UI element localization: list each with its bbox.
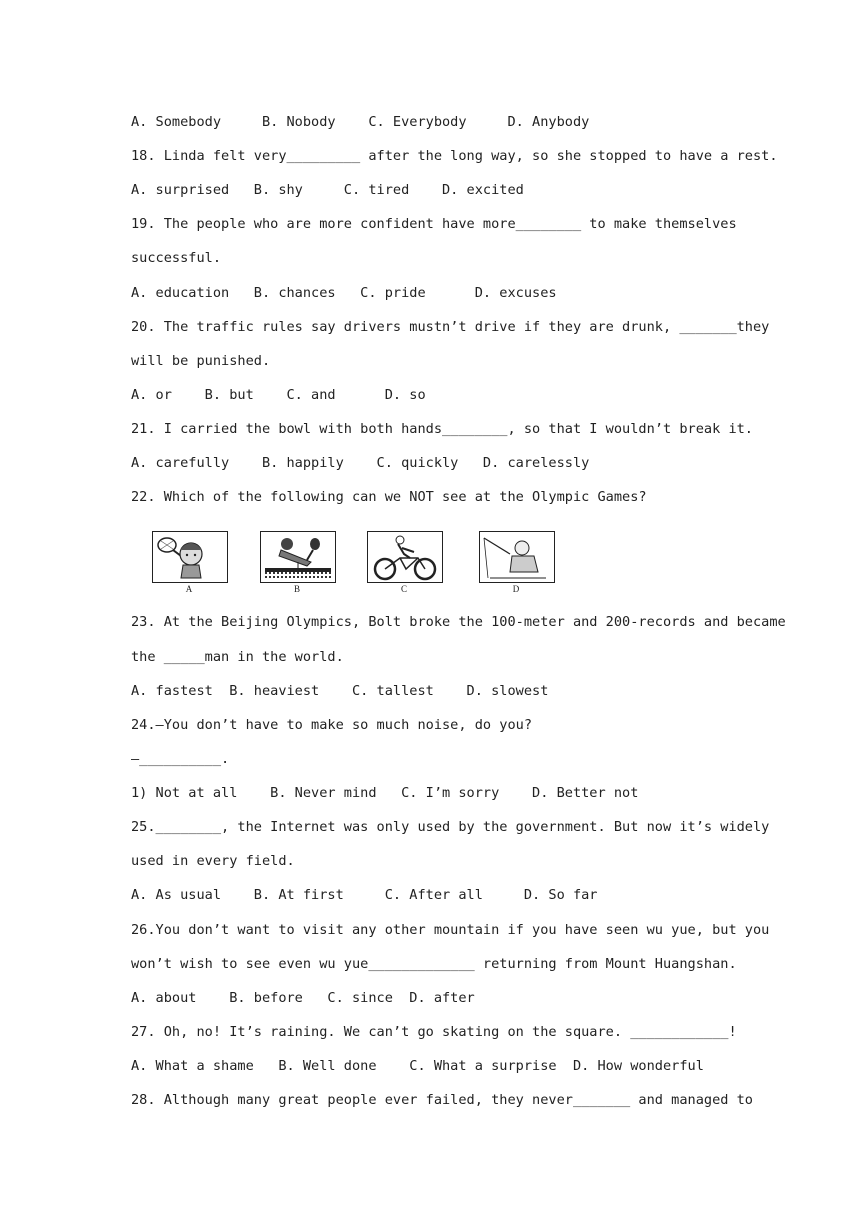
options-26: A. about B. before C. since D. after — [131, 990, 475, 1006]
caption-c: C — [400, 584, 407, 594]
question-23: 23. At the Beijing Olympics, Bolt broke the 100-meter and 200-records and became — [131, 614, 786, 630]
question-20-cont: will be punished. — [131, 353, 271, 369]
options-18: A. surprised B. shy C. tired D. excited — [131, 182, 524, 198]
question-24-reply: —__________. — [131, 751, 230, 767]
question-27: 27. Oh, no! It’s raining. We can’t go skating on the square. ____________! — [131, 1024, 737, 1040]
options-20: A. or B. but C. and D. so — [131, 387, 426, 403]
question-19: 19. The people who are more confident have more________ to make themselves — [131, 216, 737, 232]
question-25: 25.________, the Internet was only used by the government. But now it’s widely — [131, 819, 770, 835]
question-24: 24.—You don’t have to make so much noise, do you? — [131, 717, 533, 733]
cycling-picture — [367, 531, 443, 583]
caption-a: A — [185, 584, 193, 594]
caption-b: B — [293, 584, 300, 594]
question-18: 18. Linda felt very_________ after the long way, so she stopped to have a rest. — [131, 148, 778, 164]
question-19-cont: successful. — [131, 250, 222, 266]
table-tennis-picture — [260, 531, 336, 583]
question-25-cont: used in every field. — [131, 853, 295, 869]
question-28: 28. Although many great people ever failed, they never_______ and managed to — [131, 1092, 753, 1108]
question-23-cont: the _____man in the world. — [131, 649, 344, 665]
question-26: 26.You don’t want to visit any other mountain if you have seen wu yue, but you — [131, 922, 770, 938]
options-21: A. carefully B. happily C. quickly D. carelessly — [131, 455, 590, 471]
question-26-cont: won’t wish to see even wu yue_____________ returning from Mount Huangshan. — [131, 956, 737, 972]
options-27: A. What a shame B. Well done C. What a surprise D. How wonderful — [131, 1058, 704, 1074]
tennis-picture — [152, 531, 228, 583]
options-25: A. As usual B. At first C. After all D. So far — [131, 887, 598, 903]
options-24: 1) Not at all B. Never mind C. I’m sorry D. Better not — [131, 785, 639, 801]
options-23: A. fastest B. heaviest C. tallest D. slowest — [131, 683, 549, 699]
question-22: 22. Which of the following can we NOT see at the Olympic Games? — [131, 489, 647, 505]
options-17: A. Somebody B. Nobody C. Everybody D. Anybody — [131, 114, 590, 130]
question-20: 20. The traffic rules say drivers mustn’t drive if they are drunk, _______they — [131, 319, 770, 335]
question-21: 21. I carried the bowl with both hands________, so that I wouldn’t break it. — [131, 421, 753, 437]
caption-d: D — [512, 584, 520, 594]
options-19: A. education B. chances C. pride D. excuses — [131, 285, 557, 301]
fishing-picture — [479, 531, 555, 583]
